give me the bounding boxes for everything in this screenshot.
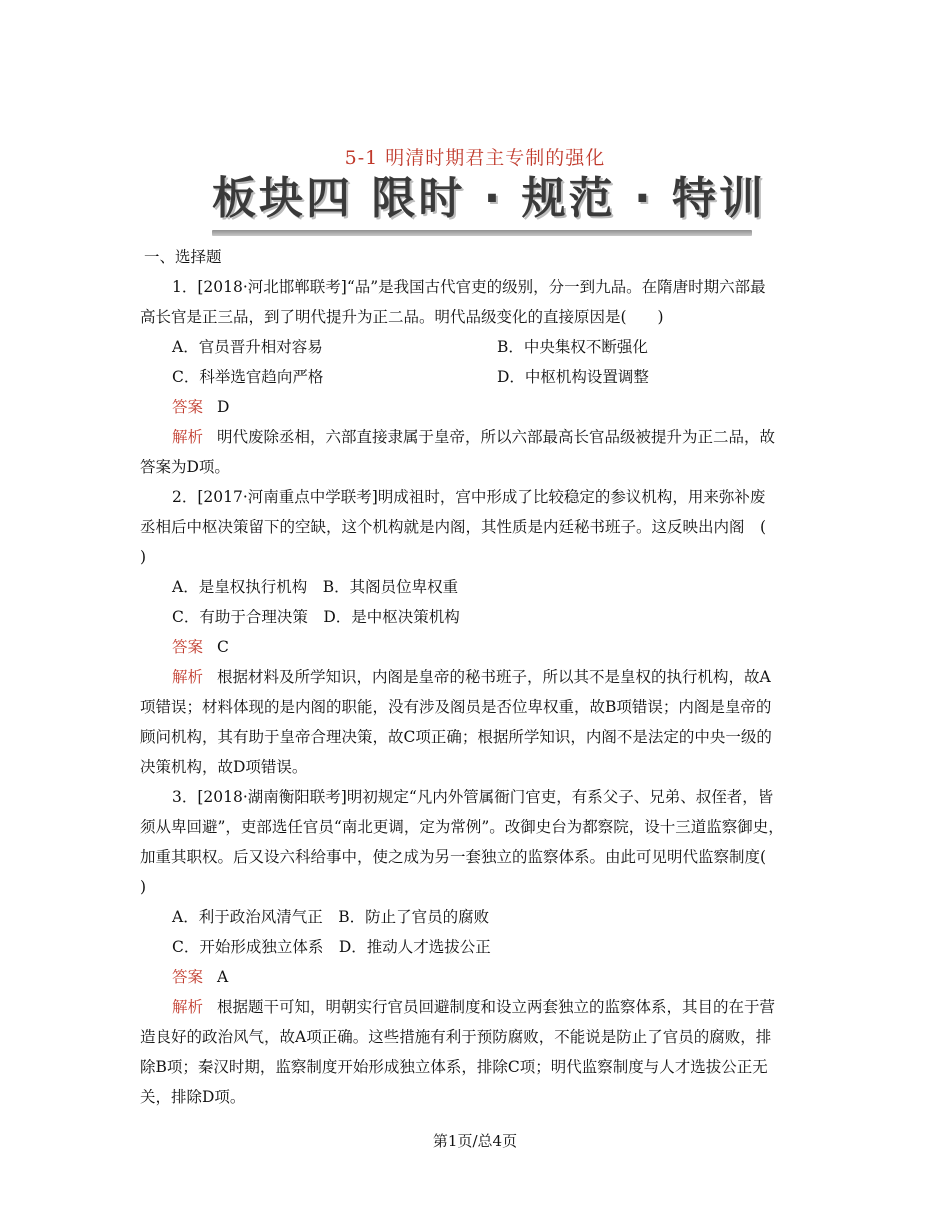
- answer-value: D: [217, 398, 230, 416]
- analysis-text: 造良好的政治风气，故A项正确。这些措施有利于预防腐败，不能说是防止了官员的腐败，排: [140, 1028, 772, 1046]
- analysis-label: 解析: [172, 428, 204, 446]
- option-c: C．科举选官趋向严格: [172, 368, 324, 386]
- question-stem-line: 1．[2018·河北邯郸联考]“品”是我国古代官吏的级别，分一到九品。在隋唐时期六部最: [172, 278, 766, 296]
- analysis-line: [140, 992, 820, 1022]
- options-row: [140, 362, 820, 392]
- answer-line: [140, 632, 820, 662]
- section-banner: [212, 170, 767, 240]
- analysis-text: 根据题干可知，明朝实行官员回避制度和设立两套独立的监察体系，其目的在于营: [217, 998, 776, 1016]
- answer-line: [140, 392, 820, 422]
- analysis-line: [140, 422, 820, 452]
- banner-title: 板块四 限时 · 规范 · 特训: [212, 173, 767, 224]
- banner-underline: [212, 230, 752, 236]
- analysis-line: [140, 662, 820, 692]
- answer-label: 答案: [172, 398, 204, 416]
- answer-label: 答案: [172, 638, 204, 656]
- option-line: C．开始形成独立体系 D．推动人才选拔公正: [172, 938, 491, 956]
- option-a: A．官员晋升相对容易: [172, 338, 323, 356]
- analysis-label: 解析: [172, 668, 204, 686]
- question-1: [140, 272, 820, 482]
- analysis-text: 答案为D项。: [140, 458, 230, 476]
- option-line: A．利于政治风清气正 B．防止了官员的腐败: [172, 908, 490, 926]
- analysis-text: 关，排除D项。: [140, 1088, 246, 1106]
- question-2: [140, 482, 820, 782]
- analysis-text: 决策机构，故D项错误。: [140, 758, 308, 776]
- question-stem-line: ): [140, 878, 147, 896]
- page-number: 第1页/总4页: [432, 1132, 518, 1150]
- question-stem-line: ): [140, 548, 147, 566]
- question-3: [140, 782, 820, 1112]
- exercise-content: [140, 242, 820, 1112]
- analysis-label: 解析: [172, 998, 204, 1016]
- option-line: C．有助于合理决策 D．是中枢决策机构: [172, 608, 460, 626]
- answer-value: A: [217, 968, 229, 986]
- question-stem-line: 须从卑回避”，吏部选任官员“南北更调，定为常例”。改御史台为都察院，设十三道监察御史，: [140, 818, 784, 836]
- answer-line: [140, 962, 820, 992]
- section-title: 一、选择题: [144, 248, 222, 266]
- option-line: A．是皇权执行机构 B．其阁员位卑权重: [172, 578, 459, 596]
- question-stem-line: 丞相后中枢决策留下的空缺，这个机构就是内阁，其性质是内廷秘书班子。这反映出内阁 (: [140, 518, 767, 536]
- question-stem-line: 加重其职权。后又设六科给事中，使之成为另一套独立的监察体系。由此可见明代监察制度(: [140, 848, 767, 866]
- options-row: [140, 332, 820, 362]
- analysis-text: 除B项；秦汉时期，监察制度开始形成独立体系，排除C项；明代监察制度与人才选拔公正无: [140, 1058, 768, 1076]
- answer-label: 答案: [172, 968, 204, 986]
- option-d: D．中枢机构设置调整: [497, 368, 649, 386]
- question-stem-line: 2．[2017·河南重点中学联考]明成祖时，宫中形成了比较稳定的参议机构，用来弥补废: [172, 488, 766, 506]
- answer-value: C: [217, 638, 229, 656]
- question-stem-line: 3．[2018·湖南衡阳联考]明初规定“凡内外管属衙门官吏，有系父子、兄弟、叔侄者，皆: [172, 788, 774, 806]
- analysis-text: 顾问机构，其有助于皇帝合理决策，故C项正确；根据所学知识，内阁不是法定的中央一级的: [140, 728, 772, 746]
- question-stem-line: 高长官是正三品，到了明代提升为正二品。明代品级变化的直接原因是( ): [140, 308, 664, 326]
- lesson-subtitle: 5-1 明清时期君主专制的强化: [344, 147, 606, 169]
- analysis-text: 根据材料及所学知识，内阁是皇帝的秘书班子，所以其不是皇权的执行机构，故A: [217, 668, 771, 686]
- analysis-text: 项错误；材料体现的是内阁的职能，没有涉及阁员是否位卑权重，故B项错误；内阁是皇帝的: [140, 698, 772, 716]
- option-b: B．中央集权不断强化: [497, 338, 648, 356]
- analysis-text: 明代废除丞相，六部直接隶属于皇帝，所以六部最高长官品级被提升为正二品，故: [217, 428, 776, 446]
